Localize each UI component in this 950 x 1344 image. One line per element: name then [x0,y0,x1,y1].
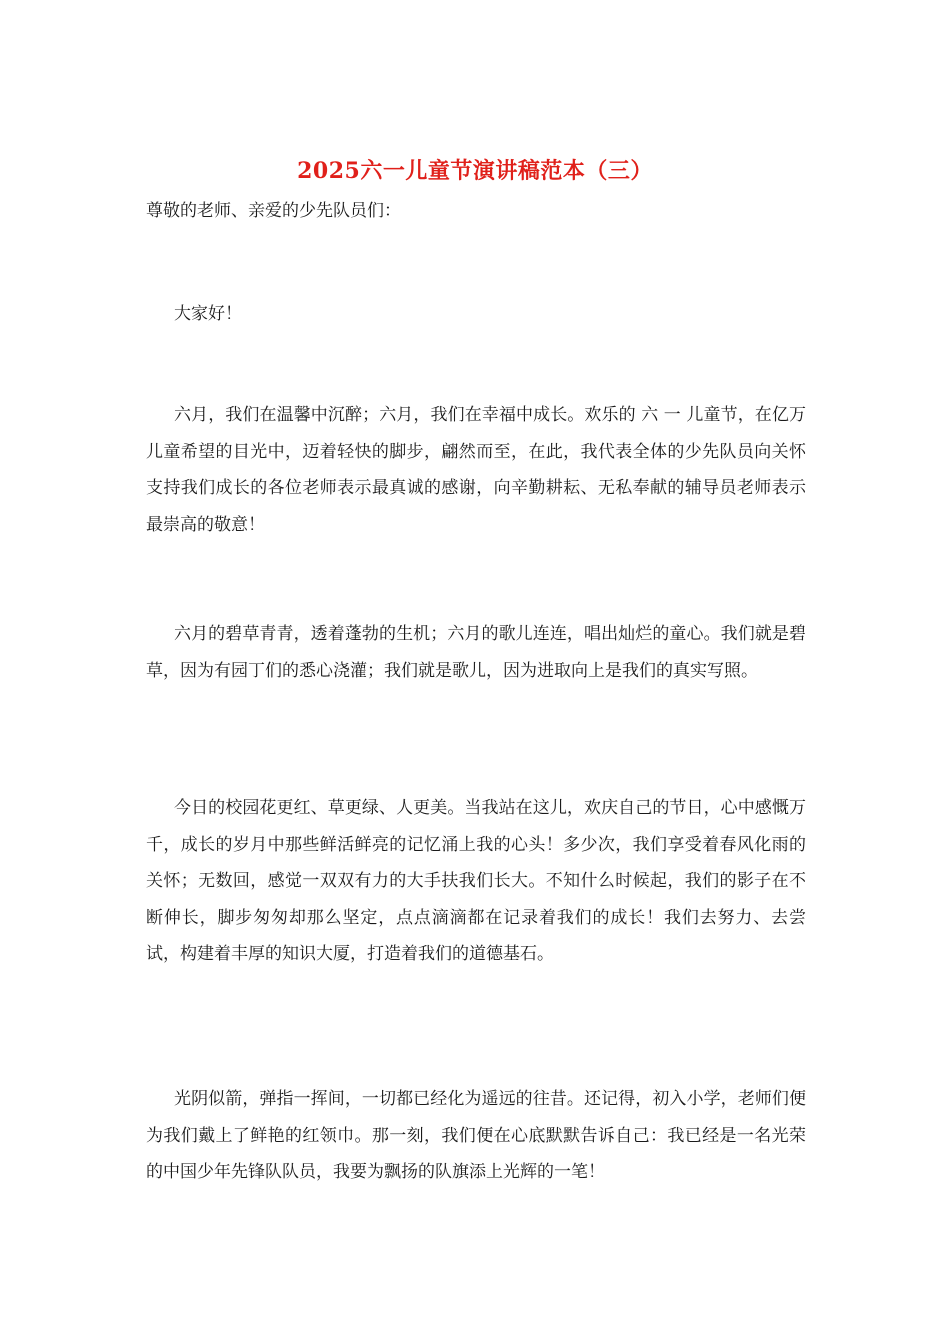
salutation: 尊敬的老师、亲爱的少先队员们： [146,201,401,221]
paragraph-3: 今日的校园花更红、草更绿、人更美。当我站在这儿，欢庆自己的节日，心中感慨万千，成长的岁月中那些鲜活鲜亮的记忆涌上我的心头！多少次，我们享受着春风化雨的关怀；无数回，感觉一双双有力的大手扶我们长大。不知什么时候起，我们的影子在不断伸长，脚步匆匆却那么坚定，点点滴滴都在记录着我们的成长！我们去努力、去尝试，构建着丰厚的知识大厦，打造着我们的道德基石。 [146,798,806,965]
document-title: 2025六一儿童节演讲稿范本（三） [297,158,653,184]
paragraph-2: 六月的碧草青青，透着蓬勃的生机；六月的歌儿连连，唱出灿烂的童心。我们就是碧草，因为有园丁们的悉心浇灌；我们就是歌儿，因为进取向上是我们的真实写照。 [146,624,806,681]
paragraph-greeting: 大家好！ [174,304,242,324]
paragraph-1: 六月，我们在温馨中沉醉；六月，我们在幸福中成长。欢乐的 六 一 儿童节，在亿万儿童希望的目光中，迈着轻快的脚步，翩然而至，在此，我代表全体的少先队员向关怀支持我们成长的各位老师表示最真诚的感谢，向辛勤耕耘、无私奉献的辅导员老师表示最崇高的敬意！ [146,405,806,535]
paragraph-4: 光阴似箭，弹指一挥间，一切都已经化为遥远的往昔。还记得，初入小学，老师们便为我们戴上了鲜艳的红领巾。那一刻，我们便在心底默默告诉自己：我已经是一名光荣的中国少年先锋队队员，我要为飘扬的队旗添上光辉的一笔！ [146,1089,806,1183]
